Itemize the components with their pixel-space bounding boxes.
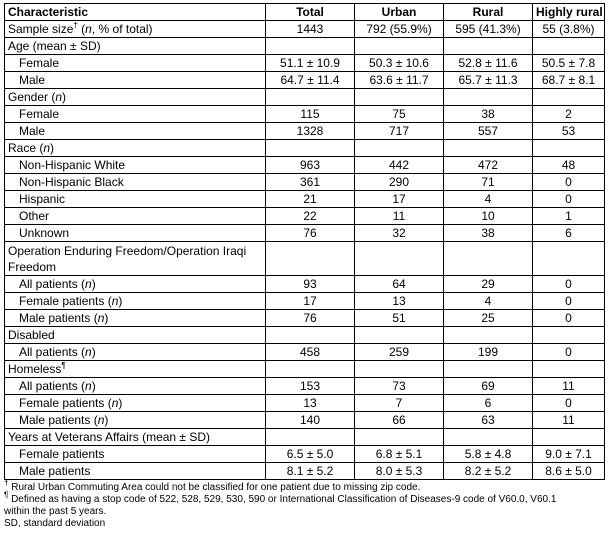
table-row bbox=[5, 412, 605, 429]
cell-total bbox=[266, 429, 355, 446]
cell-urban: 64 bbox=[355, 276, 444, 293]
table-row bbox=[5, 157, 605, 174]
cell-total: 361 bbox=[266, 174, 355, 191]
cell-rural: 8.2 ± 5.2 bbox=[444, 463, 533, 480]
cell-rural: 472 bbox=[444, 157, 533, 174]
cell-urban bbox=[355, 140, 444, 157]
cell-rural bbox=[444, 361, 533, 378]
table-row bbox=[5, 55, 605, 72]
table-row bbox=[5, 242, 605, 276]
row-label: Age (mean ± SD) bbox=[5, 38, 266, 55]
row-label: Gender (n) bbox=[5, 89, 266, 106]
cell-highly-rural: 0 bbox=[533, 293, 605, 310]
cell-highly-rural bbox=[533, 429, 605, 446]
header-row bbox=[5, 4, 605, 21]
table-row bbox=[5, 310, 605, 327]
cell-highly-rural: 8.6 ± 5.0 bbox=[533, 463, 605, 480]
cell-highly-rural: 0 bbox=[533, 310, 605, 327]
row-label: Homeless¶ bbox=[5, 361, 266, 378]
cell-rural: 199 bbox=[444, 344, 533, 361]
cell-highly-rural: 0 bbox=[533, 174, 605, 191]
cell-total bbox=[266, 327, 355, 344]
row-label: Male bbox=[5, 123, 266, 140]
table-row bbox=[5, 327, 605, 344]
table-row bbox=[5, 191, 605, 208]
cell-rural: 25 bbox=[444, 310, 533, 327]
table-row bbox=[5, 378, 605, 395]
cell-highly-rural: 0 bbox=[533, 191, 605, 208]
cell-highly-rural: 48 bbox=[533, 157, 605, 174]
table-row bbox=[5, 463, 605, 480]
table-row bbox=[5, 429, 605, 446]
cell-rural: 4 bbox=[444, 191, 533, 208]
cell-total bbox=[266, 361, 355, 378]
cell-urban: 7 bbox=[355, 395, 444, 412]
row-label: Female bbox=[5, 106, 266, 123]
cell-highly-rural: 11 bbox=[533, 412, 605, 429]
cell-highly-rural bbox=[533, 327, 605, 344]
table-row bbox=[5, 89, 605, 106]
cell-total bbox=[266, 38, 355, 55]
cell-highly-rural: 11 bbox=[533, 378, 605, 395]
cell-highly-rural: 55 (3.8%) bbox=[533, 21, 605, 38]
row-label: Years at Veterans Affairs (mean ± SD) bbox=[5, 429, 266, 446]
cell-urban: 792 (55.9%) bbox=[355, 21, 444, 38]
cell-rural: 4 bbox=[444, 293, 533, 310]
row-label: Race (n) bbox=[5, 140, 266, 157]
cell-urban bbox=[355, 89, 444, 106]
table-row bbox=[5, 140, 605, 157]
cell-rural: 38 bbox=[444, 106, 533, 123]
cell-urban bbox=[355, 38, 444, 55]
header-characteristic: Characteristic bbox=[5, 4, 266, 21]
cell-rural: 52.8 ± 11.6 bbox=[444, 55, 533, 72]
cell-highly-rural: 1 bbox=[533, 208, 605, 225]
table-container bbox=[4, 3, 604, 530]
cell-rural: 10 bbox=[444, 208, 533, 225]
cell-urban: 63.6 ± 11.7 bbox=[355, 72, 444, 89]
cell-highly-rural bbox=[533, 140, 605, 157]
row-label: All patients (n) bbox=[5, 276, 266, 293]
cell-total: 21 bbox=[266, 191, 355, 208]
cell-urban bbox=[355, 327, 444, 344]
cell-highly-rural: 0 bbox=[533, 344, 605, 361]
row-label: Non-Hispanic White bbox=[5, 157, 266, 174]
row-label: All patients (n) bbox=[5, 378, 266, 395]
table-row bbox=[5, 106, 605, 123]
cell-urban bbox=[355, 429, 444, 446]
cell-total bbox=[266, 140, 355, 157]
cell-urban bbox=[355, 361, 444, 378]
cell-urban: 717 bbox=[355, 123, 444, 140]
row-label: Female patients (n) bbox=[5, 395, 266, 412]
row-label: Male patients (n) bbox=[5, 412, 266, 429]
row-label: Disabled bbox=[5, 327, 266, 344]
cell-urban bbox=[355, 242, 444, 276]
cell-highly-rural: 68.7 ± 8.1 bbox=[533, 72, 605, 89]
row-label: Female patients (n) bbox=[5, 293, 266, 310]
cell-urban: 17 bbox=[355, 191, 444, 208]
characteristics-table bbox=[4, 3, 605, 480]
row-label: Male patients (n) bbox=[5, 310, 266, 327]
cell-total: 1328 bbox=[266, 123, 355, 140]
cell-urban: 6.8 ± 5.1 bbox=[355, 446, 444, 463]
cell-highly-rural bbox=[533, 361, 605, 378]
footnotes bbox=[4, 478, 564, 530]
table-row bbox=[5, 395, 605, 412]
cell-rural: 29 bbox=[444, 276, 533, 293]
cell-urban: 50.3 ± 10.6 bbox=[355, 55, 444, 72]
row-label: Male bbox=[5, 72, 266, 89]
header-rural: Rural bbox=[444, 4, 533, 21]
cell-total: 22 bbox=[266, 208, 355, 225]
cell-total: 153 bbox=[266, 378, 355, 395]
table-row bbox=[5, 446, 605, 463]
cell-urban: 66 bbox=[355, 412, 444, 429]
cell-rural: 63 bbox=[444, 412, 533, 429]
table-row bbox=[5, 361, 605, 378]
row-label: Female patients bbox=[5, 446, 266, 463]
row-label: Unknown bbox=[5, 225, 266, 242]
cell-rural: 595 (41.3%) bbox=[444, 21, 533, 38]
cell-rural: 557 bbox=[444, 123, 533, 140]
table-row bbox=[5, 276, 605, 293]
table-row bbox=[5, 38, 605, 55]
cell-total: 458 bbox=[266, 344, 355, 361]
cell-highly-rural bbox=[533, 89, 605, 106]
cell-total: 76 bbox=[266, 310, 355, 327]
cell-total: 17 bbox=[266, 293, 355, 310]
header-total: Total bbox=[266, 4, 355, 21]
cell-total bbox=[266, 89, 355, 106]
footnote: SD, standard deviation bbox=[4, 518, 106, 529]
table-row bbox=[5, 344, 605, 361]
cell-highly-rural: 53 bbox=[533, 123, 605, 140]
cell-total: 64.7 ± 11.4 bbox=[266, 72, 355, 89]
cell-highly-rural: 0 bbox=[533, 395, 605, 412]
row-label: Hispanic bbox=[5, 191, 266, 208]
table-row bbox=[5, 293, 605, 310]
cell-urban: 75 bbox=[355, 106, 444, 123]
cell-urban: 290 bbox=[355, 174, 444, 191]
row-label: Other bbox=[5, 208, 266, 225]
cell-rural bbox=[444, 38, 533, 55]
table-row bbox=[5, 208, 605, 225]
cell-rural bbox=[444, 429, 533, 446]
cell-total: 6.5 ± 5.0 bbox=[266, 446, 355, 463]
row-label: Female bbox=[5, 55, 266, 72]
cell-urban: 8.0 ± 5.3 bbox=[355, 463, 444, 480]
cell-rural bbox=[444, 140, 533, 157]
cell-total: 13 bbox=[266, 395, 355, 412]
table-row bbox=[5, 225, 605, 242]
row-label: Sample size† (n, % of total) bbox=[5, 21, 266, 38]
cell-urban: 11 bbox=[355, 208, 444, 225]
cell-highly-rural: 6 bbox=[533, 225, 605, 242]
cell-highly-rural: 9.0 ± 7.1 bbox=[533, 446, 605, 463]
table-row bbox=[5, 72, 605, 89]
row-label: Male patients bbox=[5, 463, 266, 480]
cell-highly-rural bbox=[533, 38, 605, 55]
row-label: All patients (n) bbox=[5, 344, 266, 361]
cell-rural: 5.8 ± 4.8 bbox=[444, 446, 533, 463]
row-label: Operation Enduring Freedom/Operation Iraqi Freedom bbox=[5, 242, 266, 276]
cell-rural: 69 bbox=[444, 378, 533, 395]
cell-total: 51.1 ± 10.9 bbox=[266, 55, 355, 72]
cell-urban: 32 bbox=[355, 225, 444, 242]
cell-rural: 6 bbox=[444, 395, 533, 412]
cell-rural bbox=[444, 89, 533, 106]
footnote: † Rural Urban Commuting Area could not be classified for one patient due to missing zip code. bbox=[4, 478, 421, 493]
footnote: ¶ Defined as having a stop code of 522, 528, 529, 530, 590 or International Classification of Diseases-9 code of V60.0, V60.1 within the past 5 years. bbox=[4, 490, 557, 517]
row-label: Non-Hispanic Black bbox=[5, 174, 266, 191]
cell-rural: 71 bbox=[444, 174, 533, 191]
table-row bbox=[5, 123, 605, 140]
header-highly-rural: Highly rural bbox=[533, 4, 605, 21]
cell-urban: 13 bbox=[355, 293, 444, 310]
cell-rural: 65.7 ± 11.3 bbox=[444, 72, 533, 89]
cell-urban: 51 bbox=[355, 310, 444, 327]
table-row bbox=[5, 174, 605, 191]
cell-urban: 73 bbox=[355, 378, 444, 395]
cell-rural bbox=[444, 327, 533, 344]
cell-rural: 38 bbox=[444, 225, 533, 242]
cell-total: 115 bbox=[266, 106, 355, 123]
table-row bbox=[5, 21, 605, 38]
cell-total: 76 bbox=[266, 225, 355, 242]
cell-urban: 259 bbox=[355, 344, 444, 361]
cell-total: 8.1 ± 5.2 bbox=[266, 463, 355, 480]
cell-rural bbox=[444, 242, 533, 276]
cell-total bbox=[266, 242, 355, 276]
cell-urban: 442 bbox=[355, 157, 444, 174]
header-urban: Urban bbox=[355, 4, 444, 21]
cell-highly-rural: 2 bbox=[533, 106, 605, 123]
cell-highly-rural bbox=[533, 242, 605, 276]
table-body bbox=[5, 21, 605, 480]
cell-total: 93 bbox=[266, 276, 355, 293]
cell-highly-rural: 0 bbox=[533, 276, 605, 293]
cell-highly-rural: 50.5 ± 7.8 bbox=[533, 55, 605, 72]
cell-total: 963 bbox=[266, 157, 355, 174]
cell-total: 1443 bbox=[266, 21, 355, 38]
cell-total: 140 bbox=[266, 412, 355, 429]
